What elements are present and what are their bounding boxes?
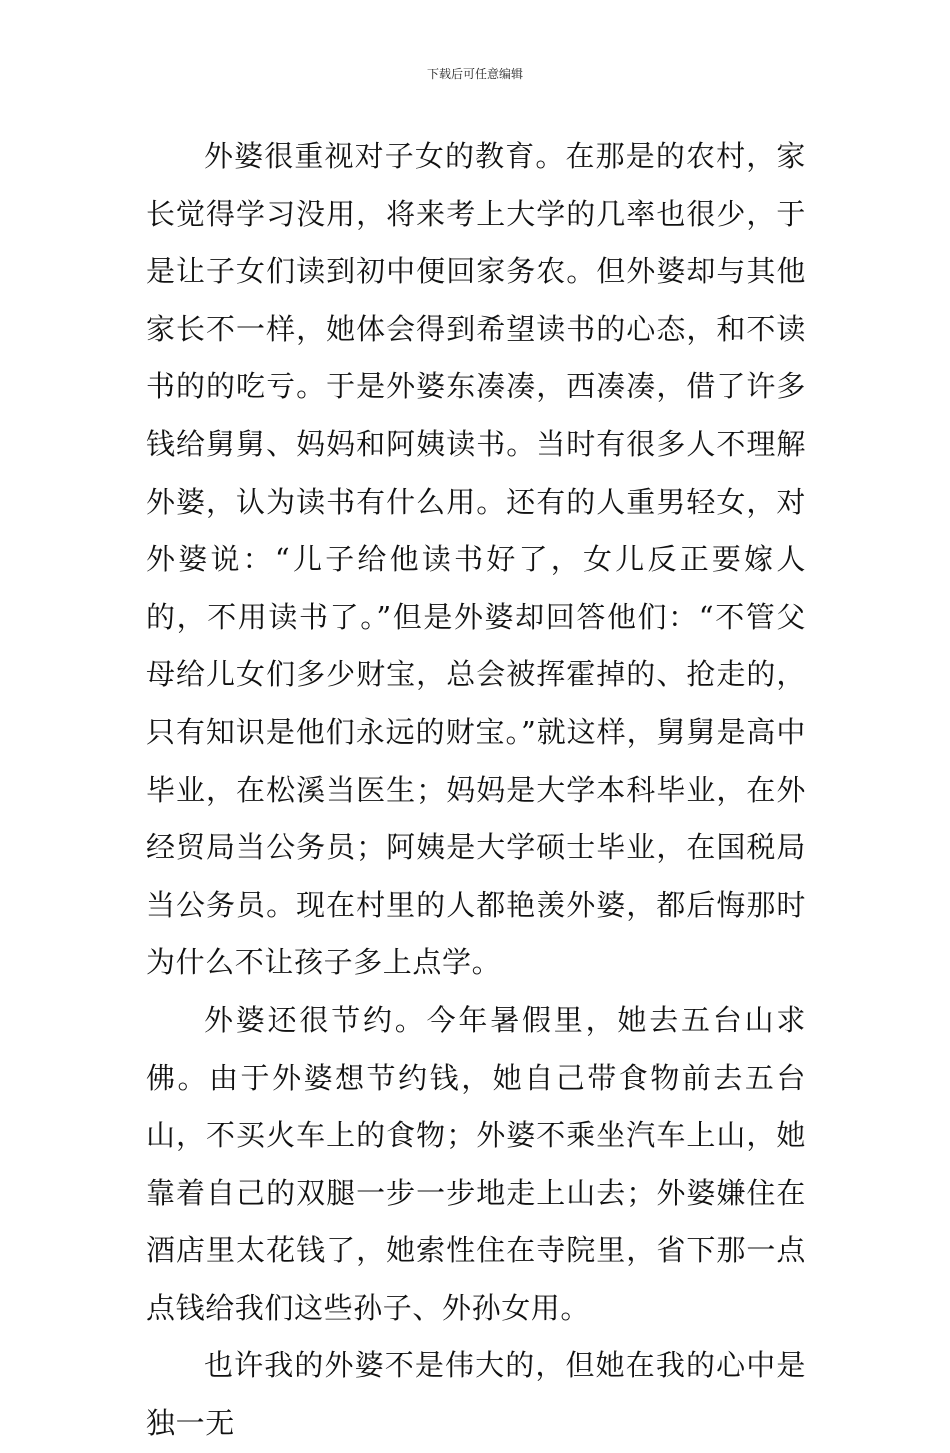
document-body bbox=[146, 128, 806, 1453]
paragraph-closing: 也许我的外婆不是伟大的，但她在我的心中是独一无 bbox=[146, 1348, 806, 1441]
paragraph-frugality: 外婆还很节约。今年暑假里，她去五台山求佛。由于外婆想节约钱，她自己带食物前去五台山，不买火车上的食物；外婆不乘坐汽车上山，她靠着自己的双腿一步一步地走上山去；外婆嫌住在酒店里太花钱了，她索性住在寺院里，省下那一点点钱给我们这些孙子、外孙女用。 bbox=[146, 1002, 806, 1325]
paragraph-education: 外婆很重视对子女的教育。在那是的农村，家长觉得学习没用，将来考上大学的几率也很少，于是让子女们读到初中便回家务农。但外婆却与其他家长不一样，她体会得到希望读书的心态，和不读书的的吃亏。于是外婆东凑凑，西凑凑，借了许多钱给舅舅、妈妈和阿姨读书。当时有很多人不理解外婆，认为读书有什么用。还有的人重男轻女，对外婆说：“儿子给他读书好了，女儿反正要嫁人的，不用读书了。”但是外婆却回答他们：“不管父母给儿女们多少财宝，总会被挥霍掉的、抢走的，只有知识是他们永远的财宝。”就这样，舅舅是高中毕业，在松溪当医生；妈妈是大学本科毕业，在外经贸局当公务员；阿姨是大学硕士毕业，在国税局当公务员。现在村里的人都艳羡外婆，都后悔那时为什么不让孩子多上点学。 bbox=[146, 139, 806, 980]
page-header-note: 下载后可任意编辑 bbox=[426, 67, 523, 81]
